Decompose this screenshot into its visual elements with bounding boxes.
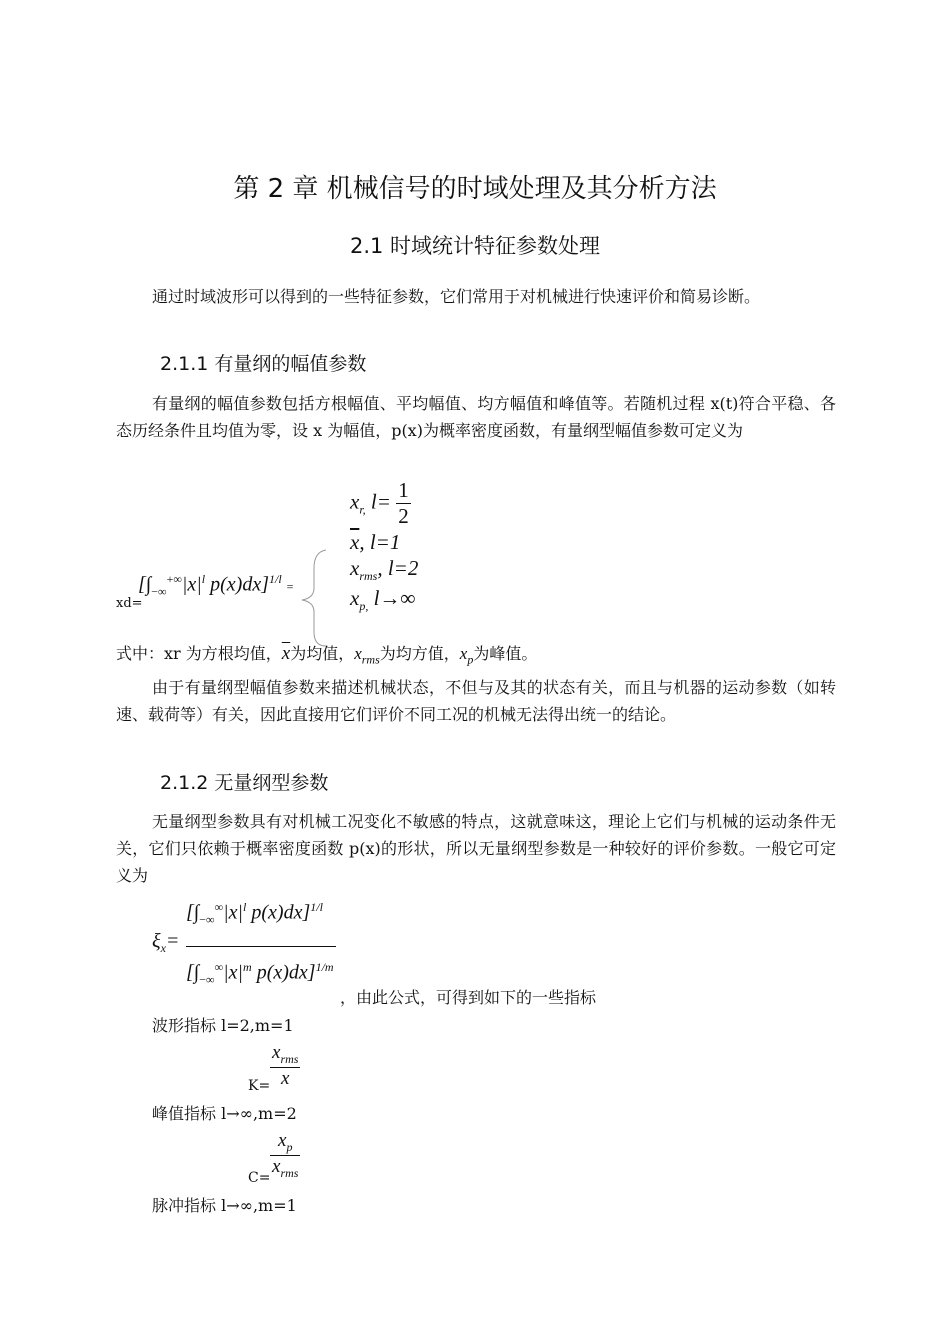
impulse-index-label: 脉冲指标 l→∞,m=1	[152, 1196, 297, 1215]
subsection-2-title: 2.1.2 无量纲型参数	[160, 772, 329, 794]
formula-lhs-label: xd=	[116, 596, 143, 611]
where-peak: 为峰值。	[473, 644, 538, 663]
waveform-index-fraction: $\frac{x_{rms}}{x}$	[272, 1042, 299, 1089]
where-mean: 为均值，	[290, 644, 355, 663]
subsection-1-paragraph-2: 由于有量纲型幅值参数来描述机械状态，不但与及其的状态有关，而且与机器的运动参数（如转速、载荷等）有关，因此直接用它们评价不同工况的机械无法得出统一的结论。	[116, 678, 836, 724]
section-title: 2.1 时域统计特征参数处理	[349, 234, 601, 258]
case-peak-amplitude: $x_{p,}$ l→∞	[350, 586, 416, 614]
where-line: 式中：xr 为方根均值，$\overline{x}$为均值，$x_{rms}$为均方值，$x_p$为峰值。	[116, 643, 538, 667]
crest-index-fraction: $\frac{x_p}{x_{rms}}$	[272, 1130, 299, 1180]
case-mean-amplitude: $\overline{x}$, l=1	[350, 530, 401, 554]
crest-index-symbol: C=	[248, 1170, 271, 1186]
chapter-title: 第 2 章 机械信号的时域处理及其分析方法	[233, 174, 717, 204]
xi-fraction-bar	[186, 946, 336, 947]
subsection-1-title: 2.1.1 有量纲的幅值参数	[160, 353, 367, 375]
cases-brace-icon	[296, 548, 330, 648]
case-rms-amplitude: $x_{rms}$, l=2	[350, 556, 419, 584]
xi-symbol: $\xi_x=$	[152, 930, 180, 955]
subsection-2-paragraph: 无量纲型参数具有对机械工况变化不敏感的特点，这就意味这，理论上它们与机械的运动条件无关，它们只依赖于概率密度函数 p(x)的形状，所以无量纲型参数是一种较好的评价参数。一般它可定义为	[116, 812, 836, 885]
intro-paragraph: 通过时域波形可以得到的一些特征参数，它们常用于对机械进行快速评价和简易诊断。	[152, 287, 761, 306]
where-rms: 为均方值，	[379, 644, 460, 663]
where-prefix: 式中：xr 为方根均值，	[116, 644, 282, 663]
waveform-index-symbol: K=	[248, 1078, 271, 1094]
waveform-index-label: 波形指标 l=2,m=1	[152, 1016, 294, 1035]
subsection-1-paragraph: 有量纲的幅值参数包括方根幅值、平均幅值、均方幅值和峰值等。若随机过程 x(t)符合平稳、各态历经条件且均值为零，设 x 为幅值，p(x)为概率密度函数，有量纲型幅值参数可定义为	[116, 394, 836, 440]
xi-numerator: [$\int_{-\infty}^\infty|x|^l$ p(x)dx]$^{1/l}$	[186, 900, 323, 927]
crest-index-label: 峰值指标 l→∞,m=2	[152, 1104, 297, 1123]
xi-denominator: [$\int_{-\infty}^\infty|x|^m$ p(x)dx]$^{1/m}$	[186, 960, 334, 987]
formula-suffix: ，由此公式，可得到如下的一些指标	[340, 988, 597, 1007]
case-root-amplitude: $x_{r,}$ l= $\frac{1}{2}$	[350, 478, 409, 528]
amplitude-integral-formula: [$\int_{-\infty}^{+\infty}|x|^l$ p(x)dx]$^{1/l}$ =	[138, 572, 294, 599]
